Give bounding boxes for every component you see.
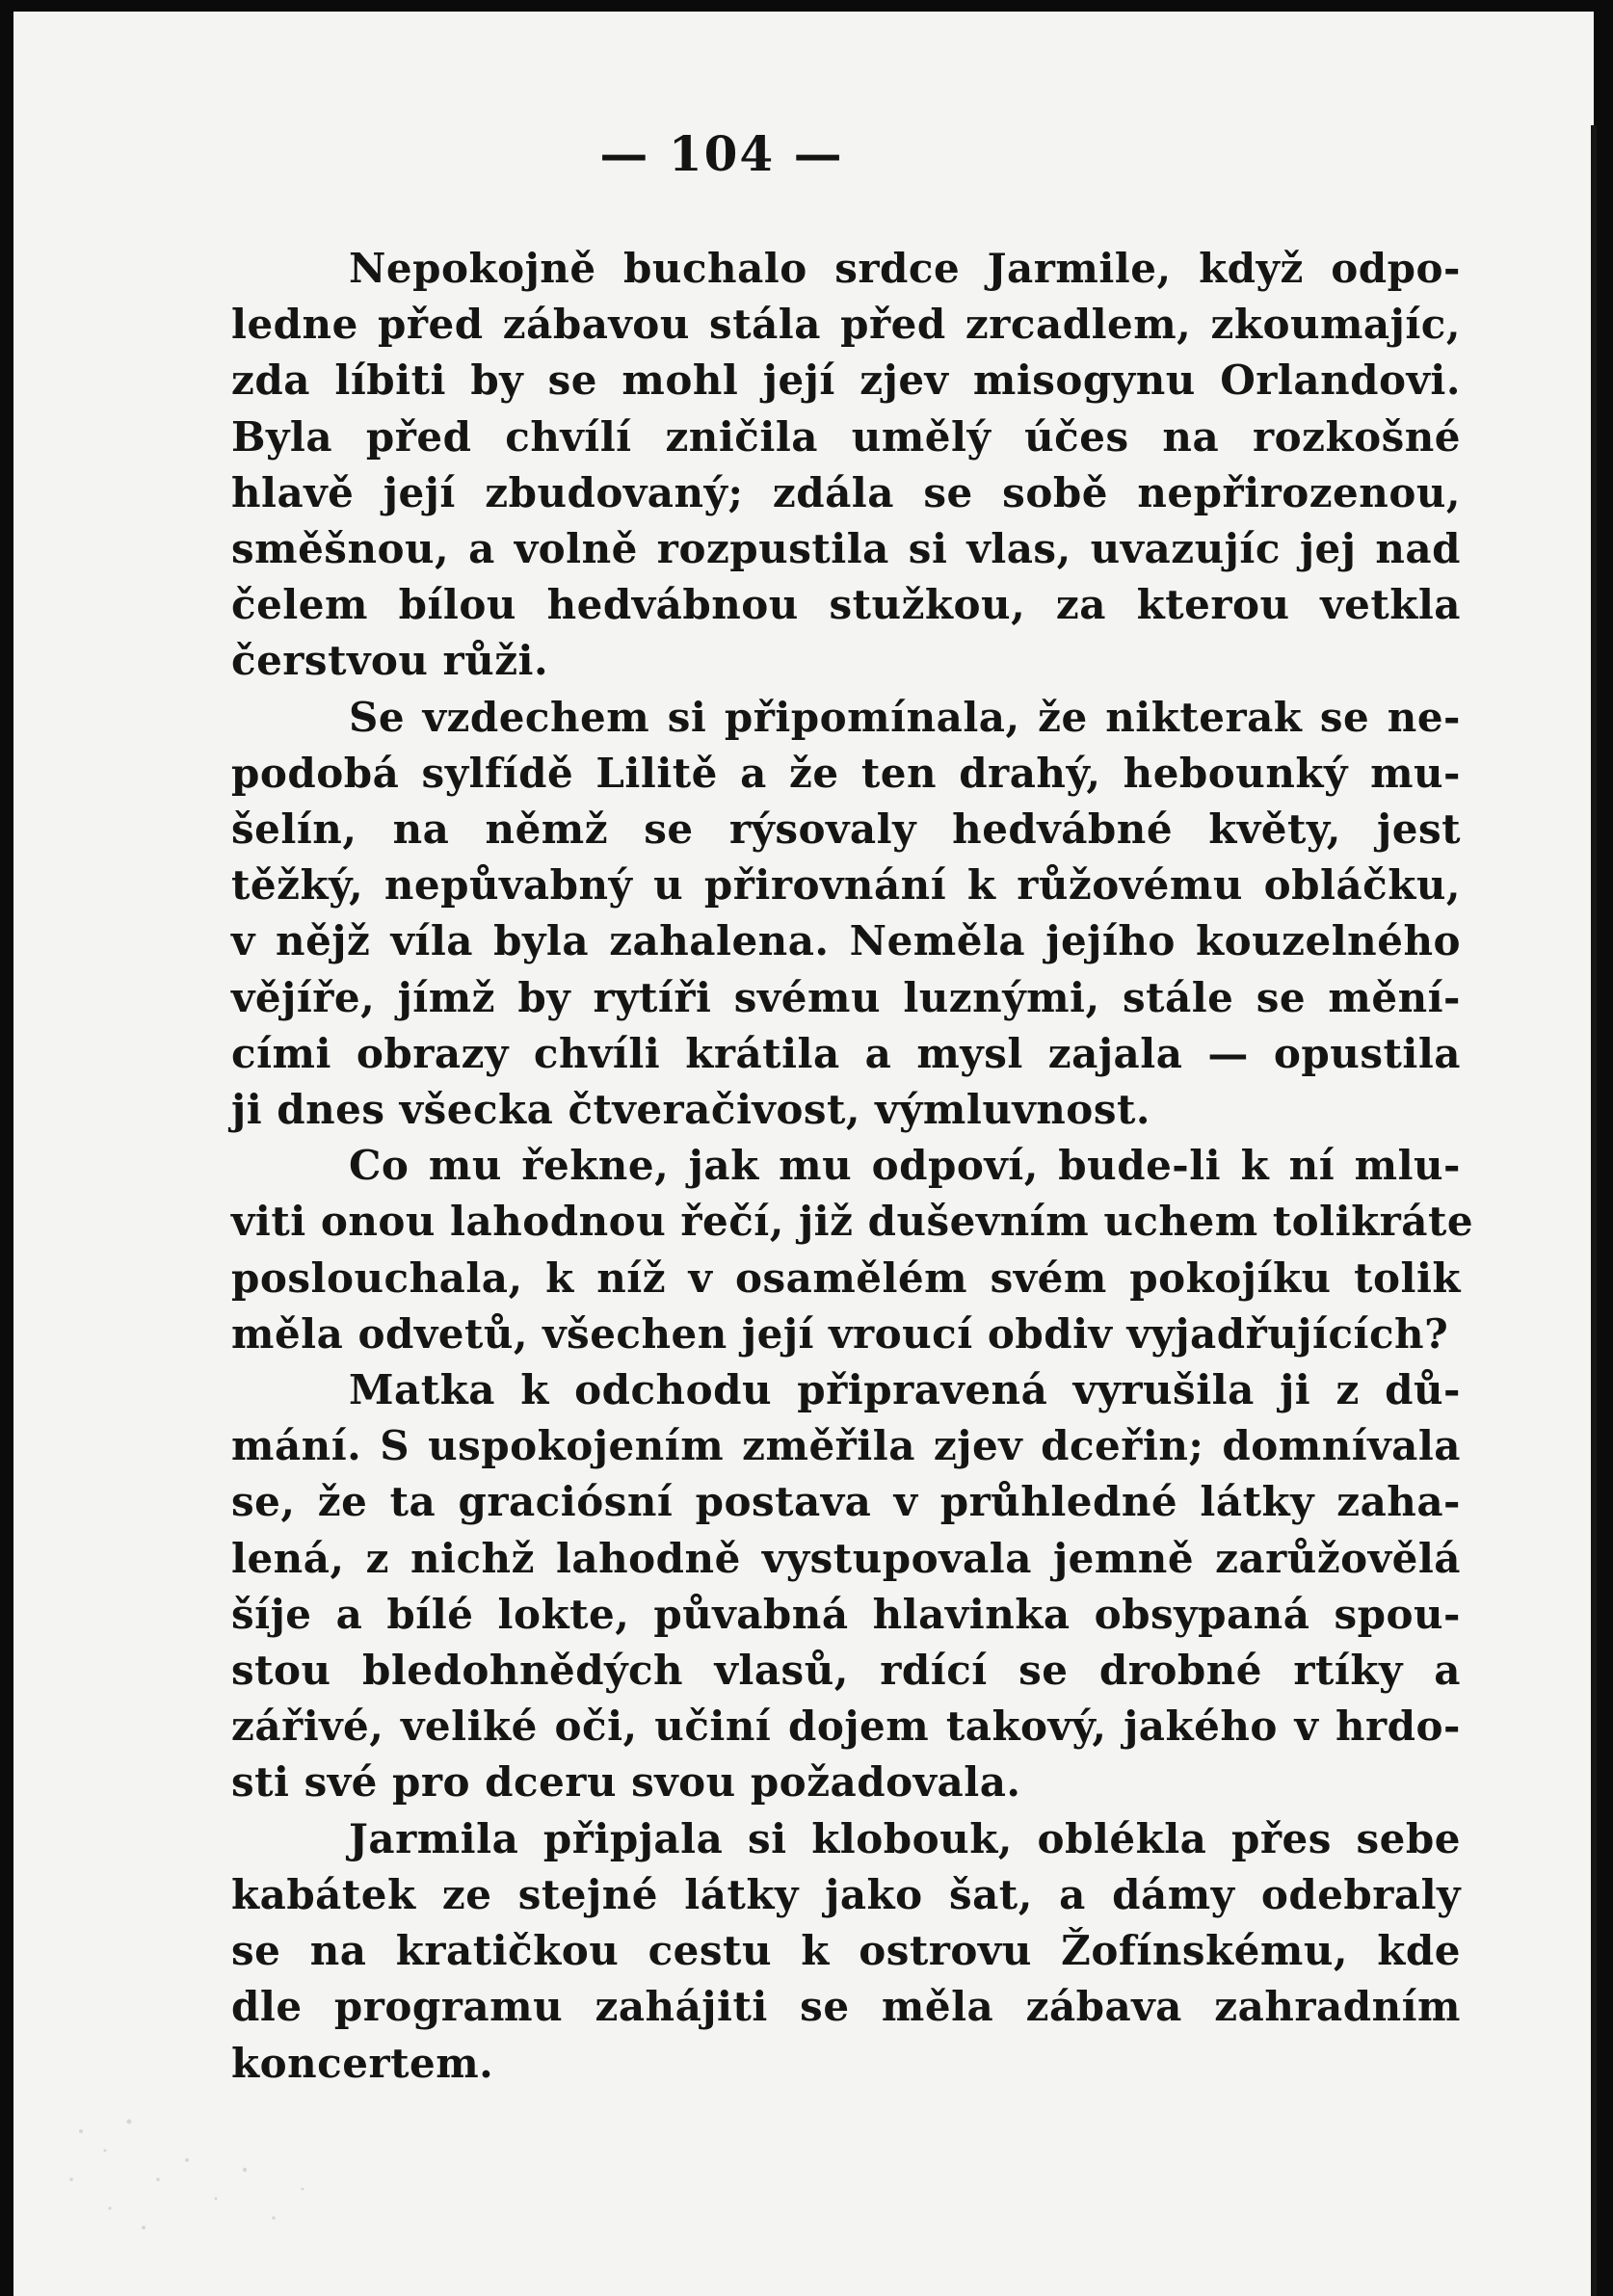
text-line: ji dnes všecka čtveračivost, výmluvnost.	[231, 1086, 1150, 1134]
text-line: čelem bílou hedvábnou stužkou, za kterou vetkla	[231, 581, 1461, 629]
book-page	[13, 12, 1594, 2296]
text-line: koncertem.	[231, 2039, 494, 2087]
text-line: vějíře, jímž by rytíři svému luznými, stále se mění-	[231, 973, 1461, 1021]
text-line: poslouchala, k níž v osamělém svém pokojíku tolik	[231, 1254, 1461, 1302]
page-number: — 104 —	[599, 125, 844, 182]
page-edge-line	[1591, 125, 1597, 2296]
text-line: se na kratičkou cestu k ostrovu Žofínskému, kde	[231, 1927, 1461, 1975]
text-line: Co mu řekne, jak mu odpoví, bude-li k ní mlu-	[349, 1142, 1461, 1190]
text-line: čerstvou růži.	[231, 637, 549, 685]
text-line: šelín, na němž se rýsovaly hedvábné květy, jest	[231, 805, 1461, 854]
text-line: stou bledohnědých vlasů, rdící se drobné rtíky a	[231, 1647, 1461, 1695]
text-line: podobá sylfídě Lilitě a že ten drahý, hebounký mu-	[231, 749, 1461, 797]
text-line: šíje a bílé lokte, půvabná hlavinka obsypaná spou-	[231, 1590, 1461, 1638]
body-text	[231, 241, 1474, 2092]
text-line: v nějž víla byla zahalena. Neměla jejího kouzelného	[231, 917, 1461, 965]
page-smudge-decoration	[52, 2093, 380, 2247]
text-line: kabátek ze stejné látky jako šat, a dámy odebraly	[231, 1870, 1461, 1918]
text-line: Byla před chvílí zničila umělý účes na rozkošné	[231, 412, 1461, 461]
text-line: lená, z nichž lahodně vystupovala jemně zarůžovělá	[231, 1534, 1461, 1582]
text-line: Matka k odchodu připravená vyrušila ji z dů-	[349, 1366, 1461, 1414]
text-line: Jarmila připjala si klobouk, oblékla přes sebe	[349, 1814, 1461, 1862]
text-line: měla odvetů, všechen její vroucí obdiv vyjadřujících?	[231, 1309, 1449, 1358]
text-line: cími obrazy chvíli krátila a mysl zajala — opustila	[231, 1029, 1461, 1077]
text-line: směšnou, a volně rozpustila si vlas, uvazujíc jej nad	[231, 525, 1461, 573]
text-line: mání. S uspokojením změřila zjev dceřin; domnívala	[231, 1422, 1461, 1470]
text-line: dle programu zahájiti se měla zábava zahradním	[231, 1983, 1461, 2031]
text-line: ledne před zábavou stála před zrcadlem, zkoumajíc,	[231, 301, 1461, 349]
text-line: zářivé, veliké oči, učiní dojem takový, jakého v hrdo-	[231, 1702, 1461, 1751]
text-line: se, že ta graciósní postava v průhledné látky zaha-	[231, 1478, 1461, 1526]
text-line: hlavě její zbudovaný; zdála se sobě nepřirozenou,	[231, 468, 1461, 516]
text-line: Nepokojně buchalo srdce Jarmile, když odpo-	[349, 245, 1461, 292]
text-line: těžký, nepůvabný u přirovnání k růžovému obláčku,	[231, 861, 1461, 910]
text-line: zda líbiti by se mohl její zjev misogynu Orlandovi.	[231, 356, 1461, 405]
text-line: sti své pro dceru svou požadovala.	[231, 1758, 1021, 1807]
text-line: Se vzdechem si připomínala, že nikterak se ne-	[349, 693, 1461, 741]
text-line: viti onou lahodnou řečí, již duševním uchem tolikráte	[231, 1198, 1474, 1246]
